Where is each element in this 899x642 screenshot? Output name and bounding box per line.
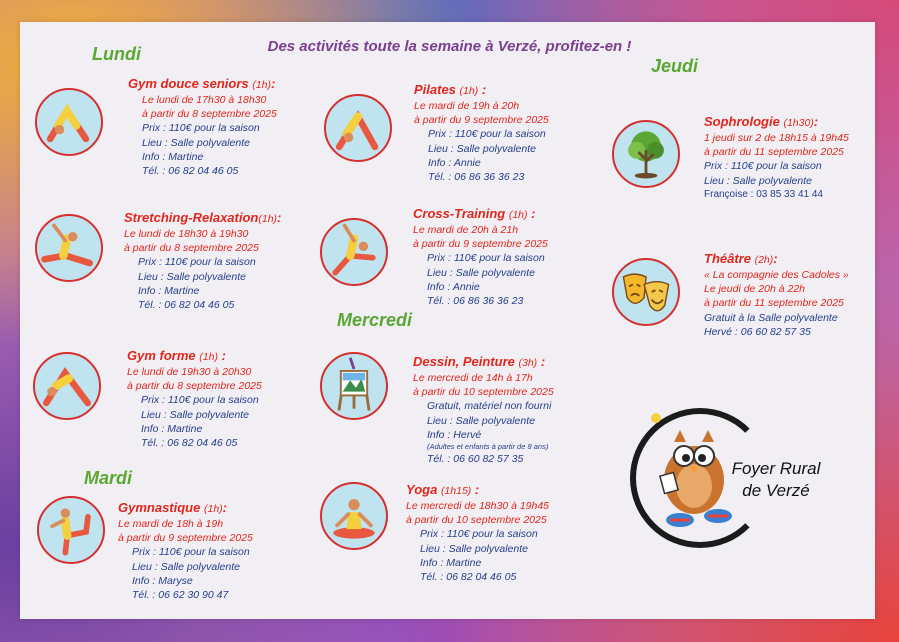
logo-line1: Foyer Rural [731,459,821,478]
activity-cross-training: Cross-Training (1h) : Le mardi de 20h à 21h à partir du 9 septembre 2025 Prix : 110€ pour la saison Lieu : Salle polyvalente Info : Annie Tél. : 06 86 36 36 23 [413,206,548,308]
activity-yoga: Yoga (1h15) : Le mercredi de 18h30 à 19h45 à partir du 10 septembre 2025 Prix : 110€ pour la saison Lieu : Salle polyvalente Info : Martine Tél. : 06 82 04 46 05 [406,482,550,584]
headline: Des activités toute la semaine à Verzé, profitez-en ! [267,38,632,55]
activity-sophrologie: Sophrologie (1h30): 1 jeudi sur 2 de 18h15 à 19h45 à partir du 11 septembre 2025 Prix : 110€ pour la saison Lieu : Salle polyvalente Françoise : 03 85 33 41 44 [704,114,849,200]
meditation-icon [320,482,388,550]
tree-icon [612,120,680,188]
plank-pose-icon [33,352,101,420]
activity-gym-douce: Gym douce seniors (1h): Le lundi de 17h30 à 18h30 à partir du 8 septembre 2025 Prix : 110€ pour la saison Lieu : Salle polyvalente Info : Martine Tél. : 06 82 04 46 05 [128,76,277,178]
dancer-pose-icon [37,496,105,564]
side-stretch-icon [35,214,103,282]
logo-text [716,458,836,502]
logo-line2: de Verzé [742,481,810,500]
day-lundi: Lundi [92,44,141,64]
activity-stretching: Stretching-Relaxation(1h): Le lundi de 18h30 à 19h30 à partir du 8 septembre 2025 Prix : 110€ pour la saison Lieu : Salle polyvalente Info : Martine Tél. : 06 82 04 46 05 [124,210,282,312]
pilates-pose-icon [324,94,392,162]
easel-icon [320,352,388,420]
activity-gymnastique: Gymnastique (1h): Le mardi de 18h à 19h à partir du 9 septembre 2025 Prix : 110€ pour la saison Lieu : Salle polyvalente Info : Maryse Tél. : 06 62 30 90 47 [118,500,253,602]
star-jump-icon [320,218,388,286]
activity-theatre: Théâtre (2h): « La compagnie des Cadoles » Le jeudi de 20h à 22h à partir du 11 septembre 2025 Gratuit à la Salle polyvalente Hervé : 06 60 82 57 35 [704,251,849,338]
activity-gym-forme: Gym forme (1h) : Le lundi de 19h30 à 20h30 à partir du 8 septembre 2025 Prix : 110€ pour la saison Lieu : Salle polyvalente Info : Martine Tél. : 06 82 04 46 05 [127,348,262,450]
activity-pilates: Pilates (1h) : Le mardi de 19h à 20h à partir du 9 septembre 2025 Prix : 110€ pour la saison Lieu : Salle polyvalente Info : Annie Tél. : 06 86 36 36 23 [414,82,549,184]
day-jeudi: Jeudi [651,56,699,76]
day-mercredi: Mercredi [337,310,413,330]
activity-dessin: Dessin, Peinture (3h) : Le mercredi de 14h à 17h à partir du 10 septembre 2025 Gratuit, matériel non fourni Lieu : Salle polyvalente Info : Hervé (Adultes et enfants à partir de 8 ans) Tél. : 06 60 82 57 35 [413,354,554,466]
downward-dog-icon [35,88,103,156]
theatre-masks-icon [612,258,680,326]
day-mardi: Mardi [84,468,133,488]
